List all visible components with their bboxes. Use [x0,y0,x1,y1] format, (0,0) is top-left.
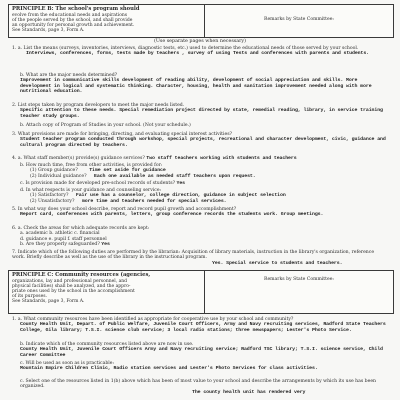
principle-box-divider [204,271,205,313]
principle-c-line: of its purposes. [12,294,48,300]
typed-answer: Time set aside for guidance [89,168,166,174]
question-text: c. Select one of the resources listed in 1(b) above which has been of most value to your school and describe the arrangements by which its use has been organized. [20,379,376,390]
question-text: 1. a. What community resources have been identified as appropriate for cooperative use by your school and community? [12,317,294,322]
item-c1b [12,342,388,358]
item-7 [12,250,388,266]
safeguard-row [12,242,388,247]
question-text [12,156,388,161]
typed-answer: County Health Unit, Depart. of Public Welfare, Juvenile Court Officers, Army and Navy recruiting services, Radford State Teachers College, Gila library; T.S.I. science club service; 3 local radio stations; three newspapers; Lester's Photo Service. [20,322,386,333]
individual-guidance-row [12,174,388,179]
typed-answer: Student teacher program conducted through workshop, special projects, recreational and character development, civic, guidance and cultural program directed by teachers. [20,137,386,148]
option-label: (1) Group guidance? [30,168,78,174]
records-line: a. academic b. athletic c. financial [20,231,100,237]
principle-b-title: PRINCIPLE B: The school's program should [12,6,140,12]
item-4b [12,163,388,179]
principle-c-box [8,270,394,314]
option-label: (2) Unsatisfactory? [30,198,75,204]
item-c1d [12,379,388,395]
typed-answer: Mountain Empire Children Clinic, Radio station services and Lester's Photo Services for class activities. [20,366,318,372]
principle-b-line: of the people served by the school, and shall provide [12,17,133,23]
principle-b-line: an opportunity for personal growth and achievement. [12,23,135,28]
question-text [12,181,388,186]
principle-b-box [8,4,394,38]
typed-answer: Two staff teachers working with students and teachers [146,156,297,161]
typed-answer: Improvement in communicative skills development of reading ability, development of social appreciation and skills. More development in logical and systematic thinking. Character, housing, health and sanitation improvement needed along with more nutritional education. [20,78,372,95]
principle-b-line: See Standards, page 3, Form A. [12,28,85,34]
principle-c-line: organizations, lay and professional personnel, and [12,278,128,284]
option-label: (1) Satisfactory? [30,193,69,199]
item-c1c [12,361,388,372]
principle-b-line: evolve from the educational needs and aspirations [12,12,128,18]
question-text: 1. a. List the means (surveys, inventories, interviews, diagnostic tests, etc.) used to determine the educational needs of those served by your school. [12,46,359,51]
typed-answer: County Health Unit, Juvenile Court Officers Army and Navy recruiting service; Radford TSC library; T.S.I. science service, Child Career Committee [20,347,383,358]
principle-c-line: priate ones used by the school in the accomplishment [12,289,135,294]
question-label: 4. a. What staff member(s) provide(s) guidance services? [12,156,145,161]
item-2b [12,123,388,128]
question-text: 3. What provisions are made for bringing, directing, and evaluating special interest activities? [12,132,233,137]
typed-answer: Yes. Special service to students and teachers. [212,260,343,266]
typed-answer: Fair use has a counselor, college direction, guidance in subject selection [75,193,286,199]
question-label: c. Is provision made for developed pre-school records of students? [20,181,176,186]
question-text: 7. Indicate which of the following duties are performed by the librarian: Acquisition of library materials, instruction in the library's organization, reference work. Briefly describe as well as the use of the library in the instructional program. [12,250,375,261]
typed-answer: Yes [101,241,110,247]
option-label: (2) Individual guidance? [30,173,87,179]
remarks-label: Remarks by State Committee: [264,277,334,282]
question-text: c. Will be used as soon as is practicable: [20,361,115,366]
remarks-label: Remarks by State Committee: [264,17,334,22]
item-c1a [12,317,388,333]
question-text: 5. In what way does your school describe, report and record pupil growth and accomplishment? [12,207,237,212]
typed-answer: Report card, conferences with parents, letters, group conference records the students work. Group meetings. [20,212,324,218]
typed-answer: Interviews, conferences, forms, tests made by teachers , survey of using Tests and conferences with parents and students. [26,51,370,57]
item-4d [12,188,388,204]
principle-c-line: physical facilities) shall be analyzed, and the appro- [12,283,131,289]
item-3 [12,132,388,148]
item-2 [12,103,388,119]
question-text: b. Attach copy of Program of Studies in your school. (Not your schedule.) [20,123,191,128]
typed-answer: Yes [176,181,186,186]
question-text: b. What are the major needs determined? [20,73,118,78]
item-4c [12,181,388,186]
principle-c-title: PRINCIPLE C: Community resources (agencies, [12,272,151,278]
item-4a [12,156,388,161]
question-text: 2. List steps taken by program developers to meet the major needs listed. [12,103,185,108]
item-6 [12,226,388,247]
question-label: b. Are they properly safeguarded? [20,241,100,247]
item-1b [12,73,388,95]
records-line: d. guidance e. pupil f. staff personnel [20,236,107,242]
typed-answer: The county health unit has rendered very [192,389,306,395]
typed-answer: Each one available as needed staff teachers upon request. [94,173,256,179]
question-text: d. In what respects is your guidance and counseling service: [20,188,162,193]
item-5 [12,207,388,218]
item-1a [12,46,388,57]
principle-box-divider [204,5,205,37]
principle-c-line: See Standards, page 3, Form A. [12,299,85,305]
question-text: 6. a. Check the areas for which adequate records are kept: [12,226,150,231]
question-text: b. How much time, free from other activities, is provided for: [20,163,163,168]
unsatisfactory-row [12,199,388,204]
question-text: b. Indicate which of the community resources listed above are now in use. [20,342,194,347]
typed-answer: more time and teachers needed for special services. [81,198,227,204]
typed-answer: Specific attention to these needs. Special remediation project directed by state, remedial reading, library, in service training teacher study groups. [20,108,383,119]
separate-pages-note: (Use separate pages when necessary) [153,39,246,44]
